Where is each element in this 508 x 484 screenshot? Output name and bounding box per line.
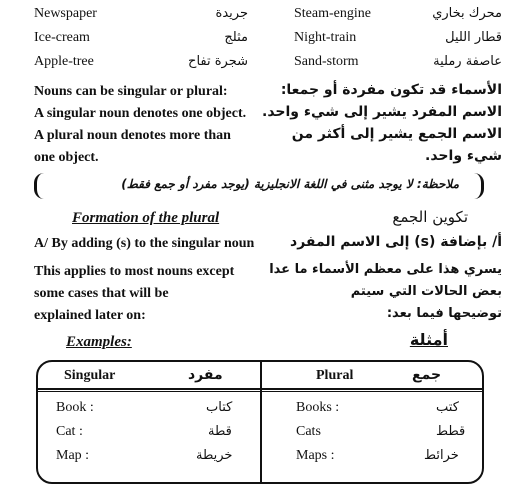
vocab-ar-1: شجرة تفاح [188,54,248,69]
vocab-en-2: Sand-storm [294,54,359,69]
intro-ar-line: الأسماء قد تكون مفردة أو جمعا: [280,82,502,98]
formation-heading-ar: تكوين الجمع [392,208,468,226]
vocab-en-1: Newspaper [34,6,97,21]
note-box [34,173,484,199]
rule-ar: أ/ بإضافة (s) إلى الاسم المفرد [290,234,502,250]
header-singular-en: Singular [64,368,116,383]
vocab-ar-2: عاصفة رملية [433,54,502,69]
header-singular-ar: مفرد [188,367,223,383]
intro-en-line: Nouns can be singular or plural: [34,84,228,99]
vocab-ar-1: مثلج [224,30,248,45]
apply-en-line: some cases that will be [34,286,169,301]
singular-ar: كتاب [206,400,233,415]
plural-ar: كتب [436,400,459,415]
apply-en-line: This applies to most nouns except [34,264,235,279]
table-header-rule [38,388,482,390]
plural-ar: قطط [436,424,466,439]
apply-en-line: explained later on: [34,308,146,323]
vocab-ar-2: قطار الليل [445,30,502,45]
plural-ar: خرائط [424,448,459,463]
examples-table [36,360,484,484]
vocab-ar-2: محرك بخاري [432,6,502,21]
formation-heading-en: Formation of the plural [72,210,220,226]
singular-ar: خريطة [196,448,233,463]
apply-ar-line: بعض الحالات التي سيتم [350,284,502,299]
intro-en-line: one object. [34,150,99,165]
singular-ar: قطة [208,424,232,439]
intro-ar-line: شيء واحد. [425,148,502,164]
singular-en: Cat : [56,424,83,439]
examples-heading-en: Examples: [66,334,132,350]
apply-ar-line: توضيحها فيما بعد: [386,306,502,321]
vocab-en-2: Steam-engine [294,6,371,21]
vocab-en-2: Night-train [294,30,357,45]
plural-en: Books : [296,400,340,415]
intro-ar-line: الاسم المفرد يشير إلى شيء واحد. [262,104,502,120]
vocab-en-1: Apple-tree [34,54,94,69]
plural-en: Cats [296,424,321,439]
note-text: ملاحظة: لا يوجد مثنى في اللغة الانجليزية (يوجد مفرد أو جمع فقط) [121,177,459,191]
rule-en: A/ By adding (s) to the singular noun [34,236,255,251]
intro-en-line: A singular noun denotes one object. [34,106,247,121]
table-divider [260,362,262,482]
singular-en: Map : [56,448,90,463]
intro-ar-line: الاسم الجمع يشير إلى أكثر من [291,126,502,142]
table-header-rule [38,391,482,392]
plural-en: Maps : [296,448,335,463]
header-plural-en: Plural [316,368,354,383]
apply-ar-line: يسري هذا على معظم الأسماء ما عدا [269,262,502,277]
intro-en-line: A plural noun denotes more than [34,128,231,143]
vocab-en-1: Ice-cream [34,30,90,45]
singular-en: Book : [56,400,94,415]
header-plural-ar: جمع [412,367,442,383]
examples-heading-ar: أمثلة [409,330,448,349]
vocab-ar-1: جريدة [215,6,248,21]
